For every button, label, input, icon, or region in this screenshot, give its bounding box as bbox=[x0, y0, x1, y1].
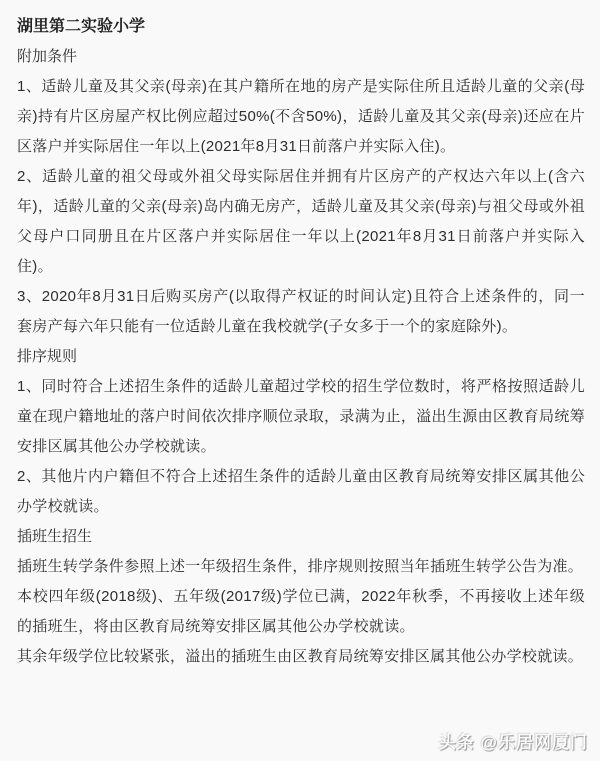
page-title: 湖里第二实验小学 bbox=[17, 18, 146, 35]
section-heading-additional-conditions: 附加条件 bbox=[17, 48, 78, 65]
section-heading-sorting-rules: 排序规则 bbox=[17, 348, 78, 365]
toutiao-watermark: 头条 @乐居网厦门 bbox=[438, 733, 588, 752]
paragraph: 2、适龄儿童的祖父母或外祖父母实际居住并拥有片区房产的产权达六年以上(含六年)，适龄儿童的父亲(母亲)岛内确无房产，适龄儿童及其父亲(母亲)与祖父母或外祖父母户口同册且在片区落户并实际居住一年以上(2021年8月31日前落户并实际入住)。 bbox=[17, 168, 585, 275]
paragraph: 3、2020年8月31日后购买房产(以取得产权证的时间认定)且符合上述条件的，同一套房产每六年只能有一位适龄儿童在我校就学(子女多于一个的家庭除外)。 bbox=[17, 288, 585, 335]
paragraph: 本校四年级(2018级)、五年级(2017级)学位已满，2022年秋季，不再接收上述年级的插班生，将由区教育局统筹安排区属其他公办学校就读。 bbox=[17, 588, 585, 635]
paragraph: 插班生转学条件参照上述一年级招生条件，排序规则按照当年插班生转学公告为准。 bbox=[17, 558, 584, 575]
paragraph: 1、同时符合上述招生条件的适龄儿童超过学校的招生学位数时，将严格按照适龄儿童在现户籍地址的落户时间依次排序顺位录取，录满为止，溢出生源由区教育局统筹安排区属其他公办学校就读。 bbox=[17, 378, 585, 455]
paragraph: 2、其他片内户籍但不符合上述招生条件的适龄儿童由区教育局统筹安排区属其他公办学校就读。 bbox=[17, 468, 585, 515]
paragraph: 1、适龄儿童及其父亲(母亲)在其户籍所在地的房产是实际住所且适龄儿童的父亲(母亲)持有片区房屋产权比例应超过50%(不含50%)，适龄儿童及其父亲(母亲)还应在片区落户并实际居住一年以上(2021年8月31日前落户并实际入住)。 bbox=[17, 78, 585, 155]
paragraph: 其余年级学位比较紧张，溢出的插班生由区教育局统筹安排区属其他公办学校就读。 bbox=[17, 648, 584, 665]
section-heading-transfer-enrollment: 插班生招生 bbox=[17, 528, 93, 545]
